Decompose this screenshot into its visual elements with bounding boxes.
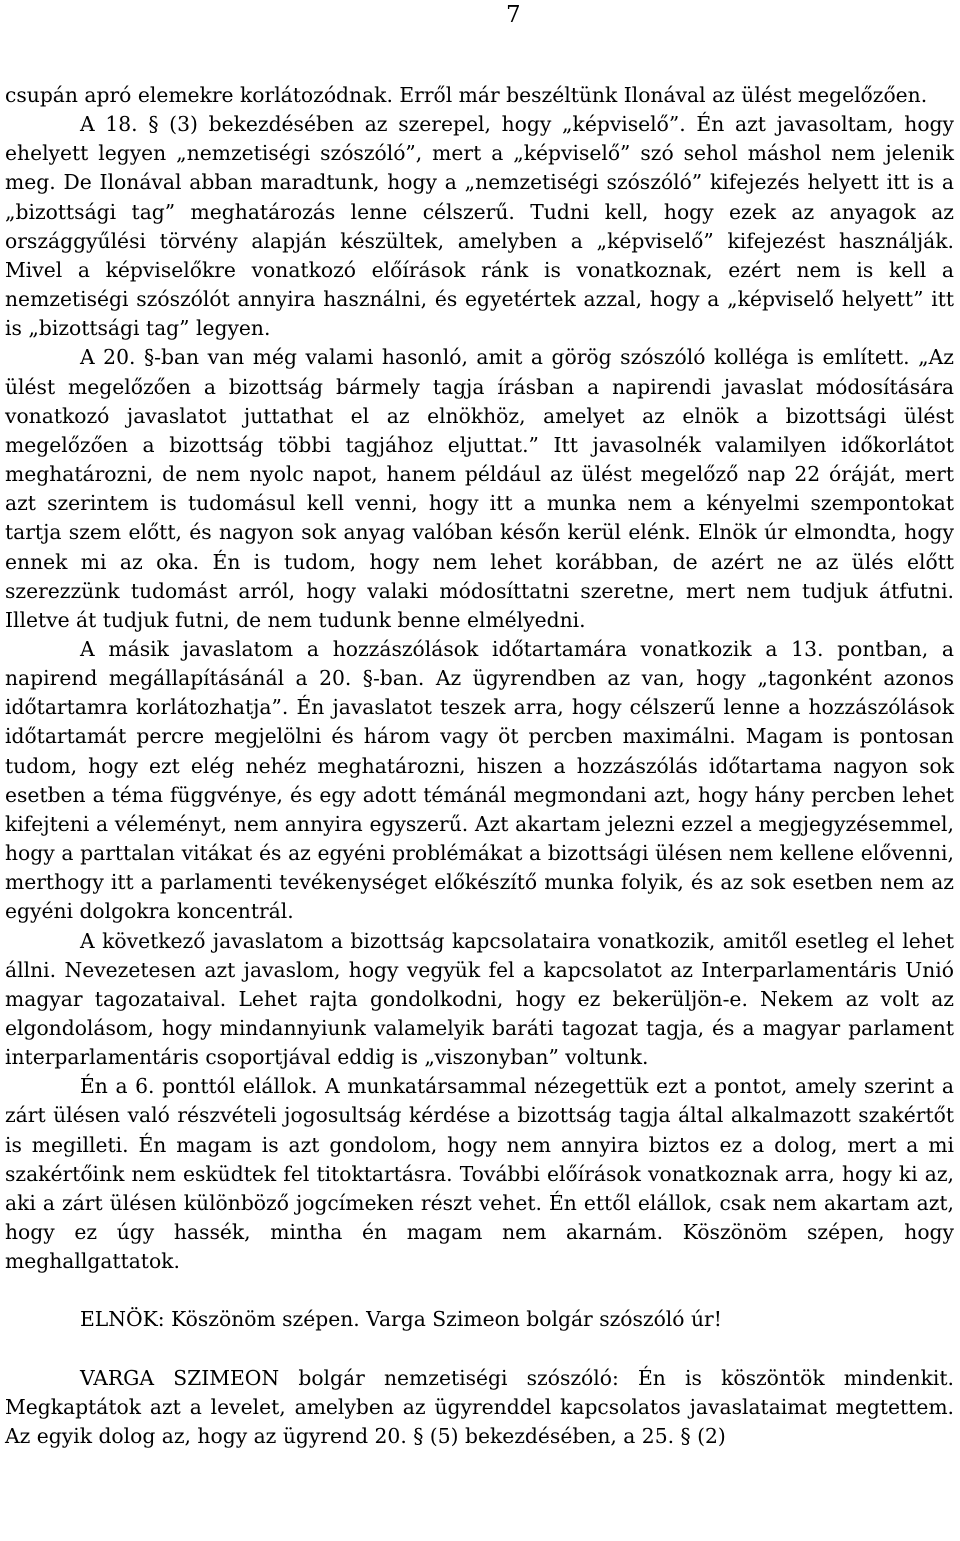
chair-statement: ELNÖK: Köszönöm szépen. Varga Szimeon bolgár szószóló úr!	[80, 1307, 722, 1332]
speaker-statement: VARGA SZIMEON bolgár nemzetiségi szószóló: Én is köszöntök mindenkit. Megkaptátok azt a levelet, amelyben az ügyrenddel kapcsolatos javaslataimat megtettem. Az egyik dolog az, hogy az ügyrend 20. § (5) bekezdésében, a 25. § (2)	[5, 1365, 954, 1448]
paragraph-18-paragraph-3: A 18. § (3) bekezdésében az szerepel, hogy „képviselő”. Én azt javasoltam, hogy ehelyett legyen „nemzetiségi szószóló”, mert a „képviselő” szó sehol máshol nem jelenik meg. De Ilonával abban maradtunk, hogy a „nemzetiségi szószóló” kifejezés helyett itt is a „bizottsági tag” meghatározás lenne célszerű. Tudni kell, hogy ezek az anyagok az országgyűlési törvény alapján készültek, amelyben a „képviselő” kifejezést használják. Mivel a képviselőkre vonatkozó előírások ránk is vonatkoznak, ezért nem is kell a nemzetiségi szószólót annyira használni, és egyetértek azzal, hogy a „képviselő helyett” itt is „bizottsági tag” legyen.	[5, 112, 954, 341]
page-number: 7	[506, 2, 521, 28]
paragraph-continuation: csupán apró elemekre korlátozódnak. Erről már beszéltünk Ilonával az ülést megelőzően.	[5, 83, 928, 107]
document-body	[5, 81, 954, 1451]
paragraph-point-6: Én a 6. ponttól elállok. A munkatársammal nézegettük ezt a pontot, amely szerint a zárt ülésen való részvételi jogosultság kérdése a bizottság tagja által alkalmazott szakértőt is megilleti. Én magam is azt gondolom, hogy nem annyira biztos ez a dolog, mert a mi szakértőink nem esküdtek fel titoktartásra. További előírások vonatkoznak arra, hogy ki az, aki a zárt ülésen különböző jogcímeken részt vehet. Én ettől elállok, csak nem akartam azt, hogy ez úgy hassék, mintha én magam nem akarnám. Köszönöm szépen, hogy meghallgattatok.	[5, 1074, 954, 1274]
paragraph-committee-relations: A következő javaslatom a bizottság kapcsolataira vonatkozik, amitől esetleg el lehet állni. Nevezetesen azt javaslom, hogy vegyük fel a kapcsolatot az Interparlamentáris Unió magyar tagozataival. Lehet rajta gondolkodni, hogy ez bekerüljön-e. Nekem az volt az elgondolásom, hogy mindannyiunk valamelyik baráti tagozat tagja, és a magyar parlament interparlamentáris csoportjával eddig is „viszonyban” voltunk.	[5, 928, 954, 1070]
paragraph-speaking-time: A másik javaslatom a hozzászólások időtartamára vonatkozik a 13. pontban, a napirend megállapításánál a 20. §-ban. Az ügyrendben az van, hogy „tagonként azonos időtartamra korlátozhatja”. Én javaslatot teszek arra, hogy célszerű lenne a hozzászólások időtartamát percre megjelölni és három vagy öt percben maximálni. Magam is pontosan tudom, hogy ezt elég nehéz meghatározni, hiszen a hozzászólás időtartama nagyon sok esetben a téma függvénye, és egy adott témánál megmondani azt, hogy hány percben lehet kifejteni a véleményt, nem annyira egyszerű. Azt akartam jelezni ezzel a megjegyzésemmel, hogy a parttalan vitákat és az egyéni problémákat a bizottsági ülésen nem kellene elővenni, merthogy itt a parlamenti tevékenységet előkészítő munka folyik, és az sok esetben nem az egyéni dolgokra koncentrál.	[5, 636, 954, 924]
paragraph-20-paragraph: A 20. §-ban van még valami hasonló, amit a görög szószóló kolléga is említett. „Az ülést megelőzően a bizottság bármely tagja írásban a napirendi javaslat módosítására vonatkozó javaslatot juttathat el az elnökhöz, amelyet az elnök a bizottsági ülést megelőzően a bizottság többi tagjához eljuttat.” Itt javasolnék valamilyen időkorlátot meghatározni, de nem nyolc napot, hanem például az ülést megelőző nap 22 óráját, mert azt szerintem is tudomásul kell venni, hogy itt a munka nem a kényelmi szempontokat tartja szem előtt, és nagyon sok anyag valóban későn kerül elénk. Elnök úr elmondta, hogy ennek mi az oka. Én is tudom, hogy nem lehet korábban, de azért ne az ülés előtt szerezzünk tudomást arról, hogy valaki módosíttatni szeretne, mert nem tudjuk átfutni. Illetve át tudjuk futni, de nem tudunk benne elmélyedni.	[5, 345, 954, 632]
